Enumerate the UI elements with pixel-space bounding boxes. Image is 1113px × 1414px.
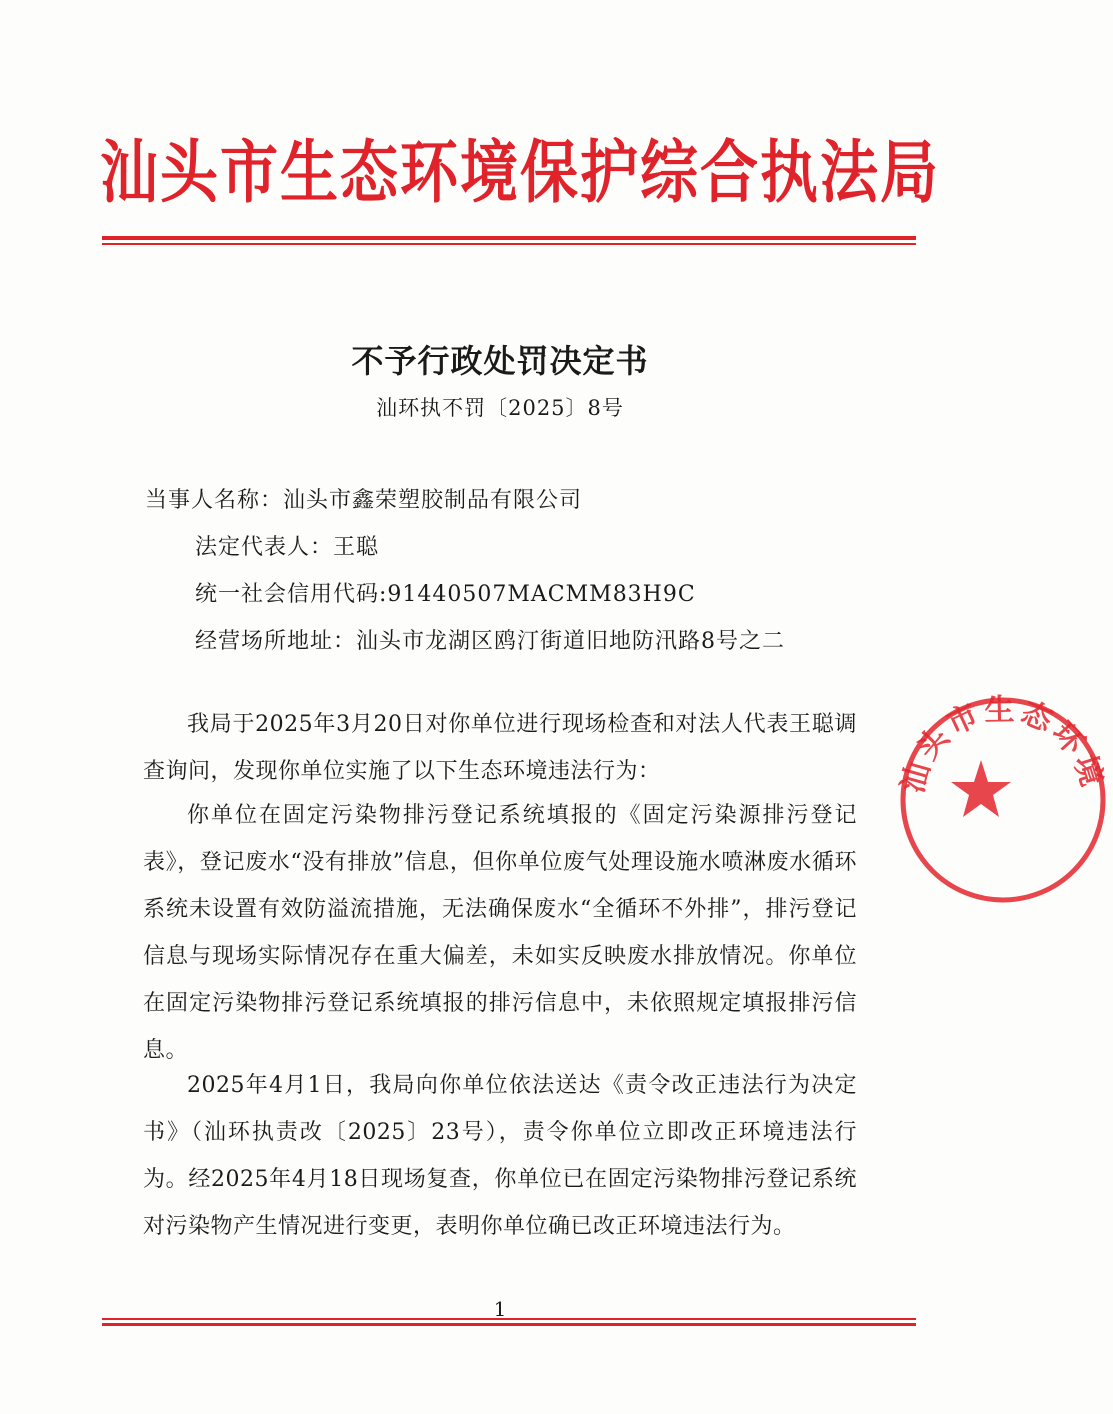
party-credit-code: 统一社会信用代码:91440507MACMM83H9C bbox=[195, 582, 696, 607]
party-address: 经营场所地址：汕头市龙湖区鸥汀街道旧地防汛路8号之二 bbox=[195, 629, 785, 654]
party-name: 当事人名称：汕头市鑫荣塑胶制品有限公司 bbox=[145, 488, 583, 513]
header-rule-thin bbox=[102, 243, 916, 245]
footer-rule-thick bbox=[102, 1323, 916, 1326]
seal-text: 汕头市生态环境 bbox=[895, 692, 1111, 797]
svg-text:汕头市生态环境 bbox=[895, 693, 1110, 797]
party-representative: 法定代表人：王聪 bbox=[195, 535, 380, 560]
header-rule-thick bbox=[102, 236, 916, 240]
page-number: 1 bbox=[493, 1297, 507, 1321]
seal-star-icon bbox=[951, 760, 1011, 817]
body-paragraph-2: 你单位在固定污染物排污登记系统填报的《固定污染源排污登记表》，登记废水“没有排放”信息，但你单位废气处理设施水喷淋废水循环系统未设置有效防溢流措施，无法确保废水“全循环不外排”，排污登记信息与现场实际情况存在重大偏差，未如实反映废水排放情况。你单位在固定污染物排污登记系统填报的排污信息中，未依照规定填报排污信息。 bbox=[143, 803, 857, 1063]
document-title: 不予行政处罚决定书 bbox=[351, 342, 649, 380]
agency-header: 汕头市生态环境保护综合执法局 bbox=[100, 132, 941, 213]
document-number: 汕环执不罚〔2025〕8号 bbox=[376, 396, 624, 420]
body-paragraph-1: 我局于2025年3月20日对你单位进行现场检查和对法人代表王聪调查询问，发现你单位实施了以下生态环境违法行为： bbox=[143, 712, 857, 784]
official-seal bbox=[893, 690, 1113, 910]
body-paragraph-3: 2025年4月1日，我局向你单位依法送达《责令改正违法行为决定书》（汕环执责改〔2025〕23号），责令你单位立即改正环境违法行为。经2025年4月18日现场复查，你单位已在固定污染物排污登记系统对污染物产生情况进行变更，表明你单位确已改正环境违法行为。 bbox=[143, 1073, 857, 1239]
